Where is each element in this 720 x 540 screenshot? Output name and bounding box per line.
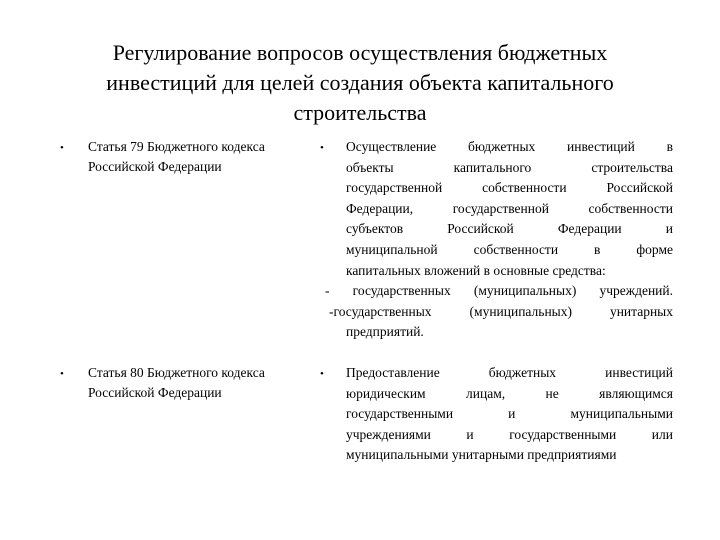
article-line: Российской Федерации (88, 159, 222, 174)
bullet-icon: • (60, 368, 64, 380)
description-line: капитальных вложений в основные средства: (346, 262, 606, 278)
title-line: инвестиций для целей создания объекта капитального (106, 70, 614, 95)
title-line: строительства (293, 100, 427, 125)
description-line: юридическим лицам, не являющимся (346, 385, 673, 401)
description-line: Осуществление бюджетных инвестиций в (346, 139, 673, 154)
description-line: государственными и муниципальными (346, 406, 673, 422)
description-line: объекты капитального строительства (346, 159, 673, 175)
description-line: государственной собственности Российской (346, 180, 673, 196)
article-80-label (88, 363, 310, 403)
article-79-label (88, 137, 310, 177)
title-line: Регулирование вопросов осуществления бюджетных (112, 40, 608, 65)
description-line: муниципальной собственности в форме (346, 241, 673, 257)
article-line: Статья 80 Бюджетного кодекса (88, 365, 265, 380)
description-line: Федерации, государственной собственности (346, 200, 673, 216)
description-line: Предоставление бюджетных инвестиций (346, 365, 673, 380)
article-line: Российской Федерации (88, 385, 222, 400)
description-line: субъектов Российской Федерации и (346, 221, 673, 237)
article-line: Статья 79 Бюджетного кодекса (88, 139, 265, 154)
bullet-icon: • (320, 142, 324, 154)
article-79-description (325, 137, 673, 343)
article-80-description (346, 363, 673, 466)
bullet-icon: • (60, 142, 64, 154)
description-line: -государственных (муниципальных) унитарных (329, 303, 673, 319)
slide-title (60, 38, 660, 128)
description-line: - государственных (муниципальных) учреждений. (325, 283, 673, 299)
description-line: муниципальными унитарными предприятиями (346, 447, 617, 463)
description-line: предприятий. (346, 324, 424, 340)
description-line: учреждениями и государственными или (346, 426, 673, 442)
bullet-icon: • (320, 368, 324, 380)
